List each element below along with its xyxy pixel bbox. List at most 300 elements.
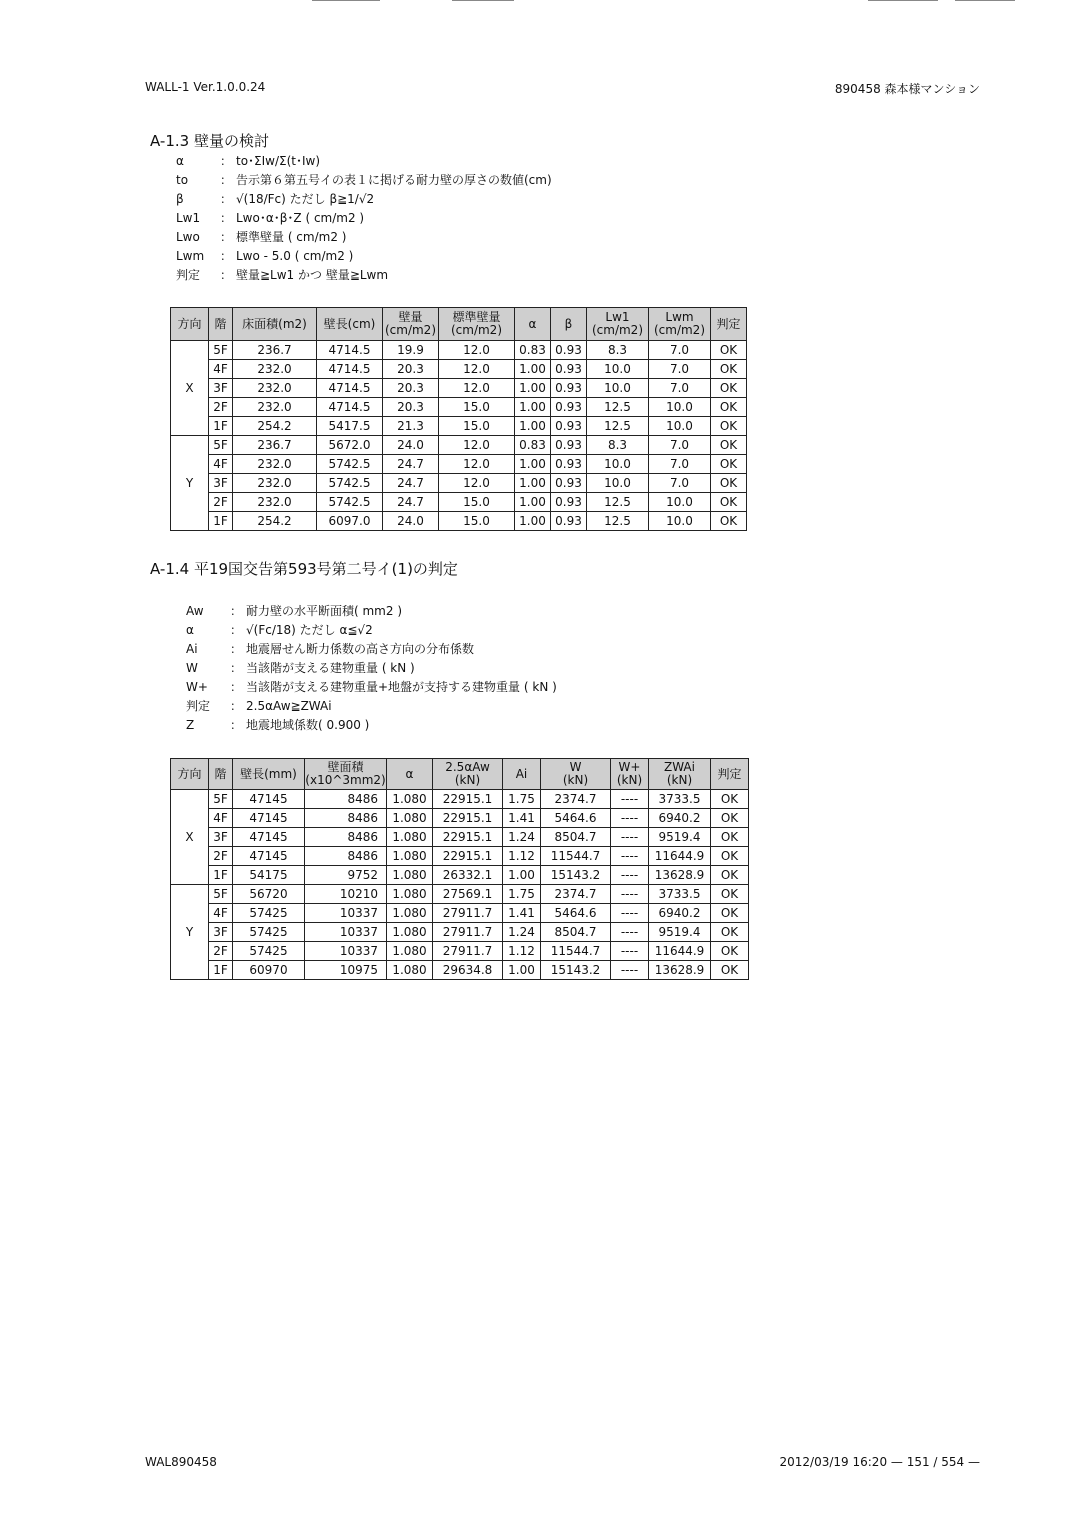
table-cell: OK: [711, 360, 747, 379]
table-cell: 1.75: [503, 790, 541, 809]
table-cell: 236.7: [233, 341, 317, 360]
definition-separator: ：: [220, 173, 233, 187]
definition-text: 当該階が支える建物重量 ( kN ): [246, 661, 415, 675]
definition-text: √(Fc/18) ただし α≦√2: [246, 623, 373, 637]
scan-mark: [312, 0, 380, 1]
table-cell: ----: [611, 942, 649, 961]
definition-separator: ：: [220, 211, 233, 225]
table-row: [171, 436, 747, 455]
table-row: [171, 828, 749, 847]
table-cell: ----: [611, 923, 649, 942]
table-cell: 2374.7: [541, 885, 611, 904]
table-row: [171, 809, 749, 828]
table-cell: 8.3: [587, 436, 649, 455]
definition-symbol: β: [176, 192, 184, 206]
column-header: 壁長(cm): [317, 308, 383, 341]
table-cell: OK: [711, 436, 747, 455]
table-cell: 232.0: [233, 455, 317, 474]
column-header: Lw1 (cm/m2): [587, 308, 649, 341]
column-header: Ai: [503, 759, 541, 790]
table-cell: 232.0: [233, 398, 317, 417]
table-cell: 5464.6: [541, 904, 611, 923]
table-cell: 5417.5: [317, 417, 383, 436]
definition-item: [186, 678, 557, 697]
table-cell: OK: [711, 847, 749, 866]
table-cell: 232.0: [233, 360, 317, 379]
column-header: Lwm (cm/m2): [649, 308, 711, 341]
table-cell: 1.00: [515, 360, 551, 379]
definition-separator: ：: [230, 623, 243, 637]
footer-document-id: WAL890458: [145, 1455, 217, 1469]
table-cell: OK: [711, 961, 749, 980]
table-cell: 0.93: [551, 436, 587, 455]
table-row: [171, 493, 747, 512]
table-cell: 22915.1: [433, 828, 503, 847]
table-cell: ----: [611, 828, 649, 847]
definition-item: [176, 228, 552, 247]
definition-item: [186, 716, 557, 735]
table-cell: 1.080: [387, 809, 433, 828]
table-cell: 27911.7: [433, 942, 503, 961]
table-cell: 24.7: [383, 493, 439, 512]
table-cell: 4F: [209, 455, 233, 474]
table-cell: 10337: [305, 904, 387, 923]
column-header: ZWAi (kN): [649, 759, 711, 790]
definition-separator: ：: [220, 249, 233, 263]
table-cell: 24.7: [383, 474, 439, 493]
definition-symbol: Ai: [186, 642, 198, 656]
column-header: 床面積(m2): [233, 308, 317, 341]
column-header: 判定: [711, 759, 749, 790]
definition-symbol: W: [186, 661, 198, 675]
table-row: [171, 847, 749, 866]
table-cell: 47145: [233, 809, 305, 828]
definition-symbol: Z: [186, 718, 195, 732]
table-cell: 21.3: [383, 417, 439, 436]
table-cell: 2F: [209, 847, 233, 866]
table-cell: 1.080: [387, 942, 433, 961]
table-cell: 1.00: [515, 398, 551, 417]
table-cell: 1.12: [503, 942, 541, 961]
table-cell: 1.080: [387, 923, 433, 942]
table-cell: 15.0: [439, 493, 515, 512]
shear-check-table: [170, 758, 749, 980]
definition-separator: ：: [230, 699, 243, 713]
table-cell: 15143.2: [541, 866, 611, 885]
table-cell: 57425: [233, 942, 305, 961]
table-cell: 254.2: [233, 417, 317, 436]
table-cell: 12.0: [439, 455, 515, 474]
table-cell: 0.93: [551, 341, 587, 360]
table-row: [171, 885, 749, 904]
definition-symbol: to: [176, 173, 189, 187]
table-cell: 11644.9: [649, 847, 711, 866]
definition-text: 標準壁量 ( cm/m2 ): [236, 230, 347, 244]
scan-mark: [955, 0, 1015, 1]
table-row: [171, 904, 749, 923]
table-cell: 1.12: [503, 847, 541, 866]
definition-item: [176, 247, 552, 266]
direction-cell: Y: [171, 436, 209, 531]
table-cell: 10.0: [587, 455, 649, 474]
table-cell: OK: [711, 379, 747, 398]
column-header: 壁量 (cm/m2): [383, 308, 439, 341]
table-cell: 0.93: [551, 512, 587, 531]
table-cell: ----: [611, 847, 649, 866]
column-header: 壁長(mm): [233, 759, 305, 790]
scan-mark: [868, 0, 938, 1]
definition-item: [176, 209, 552, 228]
definition-symbol: Lw1: [176, 211, 201, 225]
table-cell: 1.00: [515, 379, 551, 398]
table-cell: 236.7: [233, 436, 317, 455]
table-row: [171, 341, 747, 360]
table-cell: 1.080: [387, 885, 433, 904]
table-cell: 10.0: [649, 398, 711, 417]
definition-text: Lwo - 5.0 ( cm/m2 ): [236, 249, 354, 263]
table-cell: 1.080: [387, 961, 433, 980]
table-cell: 10.0: [649, 417, 711, 436]
table-cell: 1.41: [503, 904, 541, 923]
table-cell: 12.5: [587, 493, 649, 512]
definition-separator: ：: [230, 680, 243, 694]
table-cell: 19.9: [383, 341, 439, 360]
table-cell: 47145: [233, 847, 305, 866]
table-row: [171, 360, 747, 379]
table-cell: 0.93: [551, 398, 587, 417]
table-cell: 7.0: [649, 474, 711, 493]
definition-item: [186, 621, 557, 640]
direction-cell: X: [171, 341, 209, 436]
table-cell: 20.3: [383, 398, 439, 417]
column-header: 判定: [711, 308, 747, 341]
table-cell: OK: [711, 904, 749, 923]
table-cell: 13628.9: [649, 961, 711, 980]
table-row: [171, 455, 747, 474]
definition-text: 耐力壁の水平断面積( mm2 ): [246, 604, 403, 618]
table-cell: OK: [711, 474, 747, 493]
direction-cell: X: [171, 790, 209, 885]
table-cell: 11544.7: [541, 942, 611, 961]
table-cell: 2F: [209, 493, 233, 512]
table-cell: 3F: [209, 474, 233, 493]
table-cell: 0.93: [551, 493, 587, 512]
definition-item: [176, 266, 552, 285]
table-cell: 11544.7: [541, 847, 611, 866]
table-cell: 5672.0: [317, 436, 383, 455]
table-cell: OK: [711, 341, 747, 360]
definition-symbol: Aw: [186, 604, 204, 618]
table-cell: 3F: [209, 379, 233, 398]
table-cell: 57425: [233, 923, 305, 942]
header-project-name: 890458 森本様マンション: [834, 82, 980, 96]
definition-item: [186, 602, 557, 621]
column-header: 2.5αAw (kN): [433, 759, 503, 790]
table-cell: OK: [711, 455, 747, 474]
table-cell: 0.93: [551, 379, 587, 398]
table-cell: 6097.0: [317, 512, 383, 531]
table-cell: 47145: [233, 828, 305, 847]
table-cell: 1.75: [503, 885, 541, 904]
definition-separator: ：: [230, 642, 243, 656]
definition-separator: ：: [230, 604, 243, 618]
definition-separator: ：: [220, 268, 233, 282]
table-cell: OK: [711, 512, 747, 531]
wall-quantity-table-wrap: [170, 307, 747, 531]
table-cell: 0.93: [551, 455, 587, 474]
table-cell: 1.00: [503, 866, 541, 885]
table-cell: 12.0: [439, 474, 515, 493]
table-cell: 24.7: [383, 455, 439, 474]
table-cell: 10.0: [587, 360, 649, 379]
table-cell: 3733.5: [649, 885, 711, 904]
table-cell: 1.00: [503, 961, 541, 980]
definition-symbol: W+: [186, 680, 208, 694]
table-cell: 5464.6: [541, 809, 611, 828]
table-cell: 27911.7: [433, 923, 503, 942]
definition-symbol: 判定: [186, 699, 211, 713]
table-cell: 1.080: [387, 790, 433, 809]
table-cell: 7.0: [649, 341, 711, 360]
table-cell: 0.93: [551, 474, 587, 493]
table-cell: 20.3: [383, 379, 439, 398]
column-header: 壁面積 (x10^3mm2): [305, 759, 387, 790]
table-row: [171, 790, 749, 809]
table-row: [171, 379, 747, 398]
table-cell: 7.0: [649, 379, 711, 398]
table-cell: 1.41: [503, 809, 541, 828]
table-cell: 1.00: [515, 455, 551, 474]
definition-item: [176, 171, 552, 190]
table-cell: 5F: [209, 436, 233, 455]
column-header: α: [515, 308, 551, 341]
column-header: W (kN): [541, 759, 611, 790]
table-cell: 0.93: [551, 417, 587, 436]
definition-text: 地震層せん断力係数の高さ方向の分布係数: [246, 642, 475, 656]
table-cell: ----: [611, 809, 649, 828]
column-header: 階: [209, 308, 233, 341]
table-cell: 1F: [209, 512, 233, 531]
table-cell: 1F: [209, 417, 233, 436]
definition-item: [186, 659, 557, 678]
direction-cell: Y: [171, 885, 209, 980]
footer-date-page: 2012/03/19 16:20 — 151 / 554 —: [779, 1455, 980, 1469]
table-cell: 232.0: [233, 474, 317, 493]
table-cell: 15.0: [439, 417, 515, 436]
table-cell: 5F: [209, 790, 233, 809]
table-cell: 10.0: [587, 474, 649, 493]
table-cell: 232.0: [233, 493, 317, 512]
table-cell: 26332.1: [433, 866, 503, 885]
table-cell: 29634.8: [433, 961, 503, 980]
table-cell: 4F: [209, 360, 233, 379]
table-cell: 22915.1: [433, 790, 503, 809]
table-cell: 1.24: [503, 828, 541, 847]
table-cell: 12.0: [439, 379, 515, 398]
column-header: W+ (kN): [611, 759, 649, 790]
table-cell: 7.0: [649, 360, 711, 379]
wall-quantity-table: [170, 307, 747, 531]
table-cell: 15.0: [439, 512, 515, 531]
table-cell: 4714.5: [317, 341, 383, 360]
table-cell: 8.3: [587, 341, 649, 360]
table-cell: 1.00: [515, 493, 551, 512]
section-title-wall-quantity: A-1.3 壁量の検討: [150, 132, 269, 150]
definition-text: to･ΣIw/Σ(t･Iw): [236, 154, 321, 168]
table-cell: 0.83: [515, 436, 551, 455]
table-cell: ----: [611, 866, 649, 885]
table-cell: 6940.2: [649, 904, 711, 923]
table-cell: ----: [611, 790, 649, 809]
definition-separator: ：: [230, 718, 243, 732]
table-cell: OK: [711, 790, 749, 809]
table-cell: ----: [611, 885, 649, 904]
table-cell: 7.0: [649, 436, 711, 455]
table-cell: 8486: [305, 790, 387, 809]
table-cell: 13628.9: [649, 866, 711, 885]
definition-separator: ：: [230, 661, 243, 675]
definition-symbol: α: [176, 154, 184, 168]
table-cell: 1.24: [503, 923, 541, 942]
table-cell: 8504.7: [541, 923, 611, 942]
shear-check-table-wrap: [170, 758, 749, 980]
table-cell: 11644.9: [649, 942, 711, 961]
table-cell: 10975: [305, 961, 387, 980]
definition-text: 当該階が支える建物重量+地盤が支持する建物重量 ( kN ): [246, 680, 557, 694]
table-row: [171, 474, 747, 493]
table-cell: 5742.5: [317, 455, 383, 474]
table-cell: OK: [711, 809, 749, 828]
table-row: [171, 512, 747, 531]
definition-text: 告示第６第五号イの表１に掲げる耐力壁の厚さの数値(cm): [236, 173, 552, 187]
definition-text: √(18/Fc) ただし β≧1/√2: [236, 192, 375, 206]
table-cell: 24.0: [383, 512, 439, 531]
table-cell: OK: [711, 942, 749, 961]
table-cell: 0.83: [515, 341, 551, 360]
table-cell: 3733.5: [649, 790, 711, 809]
table-cell: 1.00: [515, 474, 551, 493]
table-cell: 8486: [305, 847, 387, 866]
table-cell: 1.00: [515, 512, 551, 531]
table-cell: 8486: [305, 828, 387, 847]
column-header: β: [551, 308, 587, 341]
table-cell: 10337: [305, 923, 387, 942]
header-program-version: WALL-1 Ver.1.0.0.24: [145, 80, 266, 94]
table-cell: 3F: [209, 828, 233, 847]
table-cell: 7.0: [649, 455, 711, 474]
table-cell: 56720: [233, 885, 305, 904]
column-header: 階: [209, 759, 233, 790]
table-cell: OK: [711, 885, 749, 904]
table-cell: 1F: [209, 961, 233, 980]
table-cell: 9752: [305, 866, 387, 885]
table-cell: OK: [711, 828, 749, 847]
table-cell: OK: [711, 866, 749, 885]
definition-separator: ：: [220, 230, 233, 244]
table-cell: 4714.5: [317, 360, 383, 379]
table-cell: 10337: [305, 942, 387, 961]
table-cell: 12.0: [439, 436, 515, 455]
table-cell: 10210: [305, 885, 387, 904]
definition-item: [186, 640, 557, 659]
table-cell: 5742.5: [317, 493, 383, 512]
table-cell: 0.93: [551, 360, 587, 379]
table-cell: 24.0: [383, 436, 439, 455]
table-cell: 8486: [305, 809, 387, 828]
table-cell: 1.080: [387, 847, 433, 866]
table-cell: 8504.7: [541, 828, 611, 847]
table-row: [171, 417, 747, 436]
table-cell: 6940.2: [649, 809, 711, 828]
table-cell: 12.0: [439, 360, 515, 379]
table-cell: 4F: [209, 904, 233, 923]
table-cell: 5F: [209, 885, 233, 904]
table-cell: 1.00: [515, 417, 551, 436]
table-cell: 232.0: [233, 379, 317, 398]
table-row: [171, 398, 747, 417]
table-cell: 12.5: [587, 512, 649, 531]
table-cell: 9519.4: [649, 828, 711, 847]
table-cell: 60970: [233, 961, 305, 980]
definitions-list: [186, 602, 557, 735]
definition-text: 2.5αAw≧ZWAi: [246, 699, 332, 713]
table-cell: 2374.7: [541, 790, 611, 809]
table-cell: 4F: [209, 809, 233, 828]
definition-item: [176, 152, 552, 171]
table-cell: 2F: [209, 942, 233, 961]
table-cell: 9519.4: [649, 923, 711, 942]
table-cell: 12.5: [587, 417, 649, 436]
table-cell: 22915.1: [433, 809, 503, 828]
table-row: [171, 866, 749, 885]
table-cell: OK: [711, 417, 747, 436]
scan-mark: [452, 0, 514, 1]
definition-symbol: 判定: [176, 268, 201, 282]
table-cell: 1.080: [387, 904, 433, 923]
table-cell: OK: [711, 398, 747, 417]
table-cell: 15143.2: [541, 961, 611, 980]
definition-symbol: Lwm: [176, 249, 205, 263]
table-cell: 12.5: [587, 398, 649, 417]
table-cell: 10.0: [649, 493, 711, 512]
table-cell: 2F: [209, 398, 233, 417]
table-cell: 20.3: [383, 360, 439, 379]
table-cell: 47145: [233, 790, 305, 809]
table-cell: ----: [611, 904, 649, 923]
table-cell: 3F: [209, 923, 233, 942]
table-cell: 4714.5: [317, 398, 383, 417]
table-cell: 4714.5: [317, 379, 383, 398]
table-cell: 57425: [233, 904, 305, 923]
definition-text: Lwo･α･β･Z ( cm/m2 ): [236, 211, 365, 225]
definition-separator: ：: [220, 192, 233, 206]
table-cell: 5742.5: [317, 474, 383, 493]
definition-separator: ：: [220, 154, 233, 168]
column-header: α: [387, 759, 433, 790]
table-cell: OK: [711, 493, 747, 512]
table-cell: 12.0: [439, 341, 515, 360]
table-cell: 5F: [209, 341, 233, 360]
table-cell: ----: [611, 961, 649, 980]
definition-symbol: Lwo: [176, 230, 200, 244]
definition-symbol: α: [186, 623, 194, 637]
table-cell: 54175: [233, 866, 305, 885]
definition-item: [176, 190, 552, 209]
table-cell: 22915.1: [433, 847, 503, 866]
column-header: 方向: [171, 308, 209, 341]
table-cell: 1F: [209, 866, 233, 885]
table-cell: 15.0: [439, 398, 515, 417]
